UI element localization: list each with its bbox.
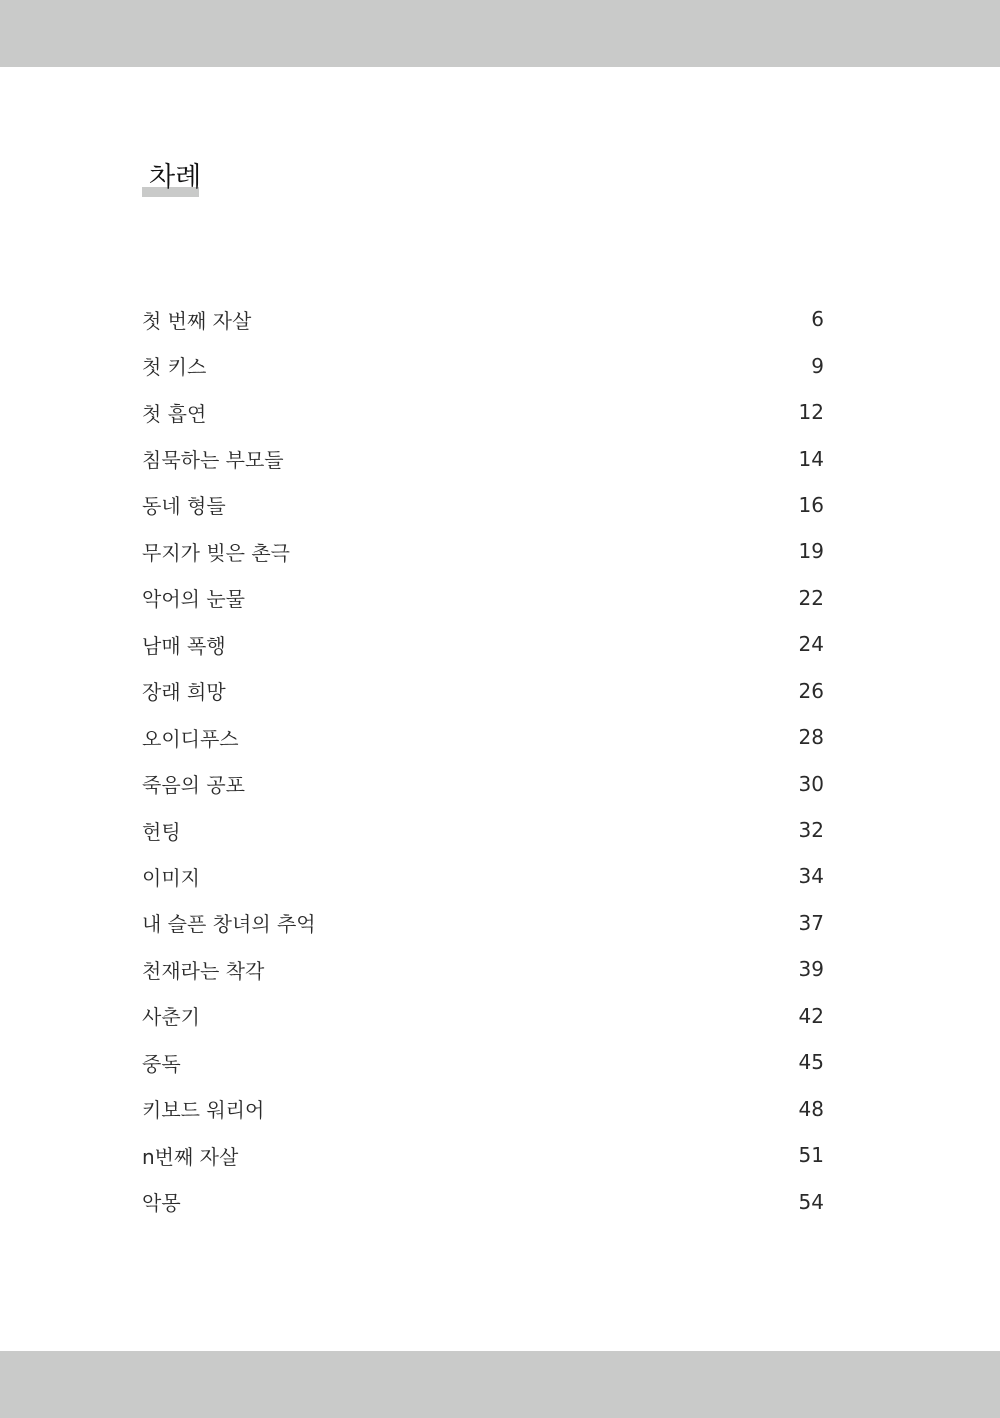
toc-entry <box>142 993 824 1039</box>
toc-entry-page: 54 <box>798 1189 824 1214</box>
toc-entry <box>142 1085 824 1131</box>
toc-entry-page: 48 <box>798 1096 824 1121</box>
toc-entry-title: 악몽 <box>142 1191 181 1216</box>
toc-entry-page: 14 <box>798 446 824 471</box>
toc-entry <box>142 946 824 992</box>
page-title: 차례 <box>149 162 202 193</box>
toc-entry-title: 무지가 빚은 촌극 <box>142 540 290 565</box>
toc-entry-title: 중독 <box>142 1051 181 1076</box>
toc-entry-page: 37 <box>798 910 824 935</box>
toc-entry-title: 침묵하는 부모들 <box>142 448 284 473</box>
toc-entry-title: 천재라는 착각 <box>142 958 265 983</box>
toc-heading <box>142 158 201 198</box>
toc-entry-title: 동네 형들 <box>142 494 226 519</box>
toc-entry <box>142 435 824 481</box>
toc-entry-page: 30 <box>798 771 824 796</box>
toc-entry-page: 22 <box>798 585 824 610</box>
toc-entry-page: 9 <box>811 353 824 378</box>
toc-entry <box>142 342 824 388</box>
toc-entry-page: 6 <box>811 307 824 332</box>
table-of-contents <box>142 296 824 1225</box>
toc-entry-title: 헌팅 <box>142 819 181 844</box>
toc-entry-title: 죽음의 공포 <box>142 773 245 798</box>
bottom-band <box>0 1351 1000 1418</box>
toc-entry <box>142 482 824 528</box>
toc-entry <box>142 760 824 806</box>
toc-entry <box>142 1039 824 1085</box>
toc-entry-title: 사춘기 <box>142 1005 200 1030</box>
toc-entry-page: 26 <box>798 678 824 703</box>
toc-entry-title: 이미지 <box>142 865 200 890</box>
toc-entry <box>142 900 824 946</box>
toc-entry-title: 키보드 워리어 <box>142 1098 265 1123</box>
toc-entry-page: 39 <box>798 957 824 982</box>
toc-entry-title: 첫 번째 자살 <box>142 308 252 333</box>
toc-entry-page: 12 <box>798 400 824 425</box>
toc-entry-title: 악어의 눈물 <box>142 587 245 612</box>
toc-entry <box>142 714 824 760</box>
toc-entry-page: 19 <box>798 539 824 564</box>
toc-entry <box>142 1132 824 1178</box>
toc-entry-page: 45 <box>798 1050 824 1075</box>
toc-entry-title: 내 슬픈 창녀의 추억 <box>142 912 316 937</box>
toc-entry-page: 16 <box>798 492 824 517</box>
toc-entry <box>142 575 824 621</box>
top-band <box>0 0 1000 67</box>
toc-entry-title: 오이디푸스 <box>142 726 239 751</box>
toc-entry <box>142 528 824 574</box>
toc-entry <box>142 1178 824 1224</box>
toc-entry <box>142 296 824 342</box>
toc-entry <box>142 621 824 667</box>
toc-entry-page: 28 <box>798 725 824 750</box>
toc-entry-title: 남매 폭행 <box>142 633 226 658</box>
toc-entry <box>142 389 824 435</box>
toc-entry-title: 첫 흡연 <box>142 401 207 426</box>
toc-entry-title: 장래 희망 <box>142 680 226 705</box>
toc-entry-page: 24 <box>798 632 824 657</box>
toc-entry <box>142 853 824 899</box>
toc-entry-title: 첫 키스 <box>142 355 207 380</box>
toc-entry-title: n번째 자살 <box>142 1144 239 1169</box>
toc-entry <box>142 807 824 853</box>
toc-entry-page: 51 <box>798 1143 824 1168</box>
toc-entry-page: 42 <box>798 1003 824 1028</box>
toc-entry <box>142 668 824 714</box>
toc-entry-page: 32 <box>798 818 824 843</box>
toc-entry-page: 34 <box>798 864 824 889</box>
